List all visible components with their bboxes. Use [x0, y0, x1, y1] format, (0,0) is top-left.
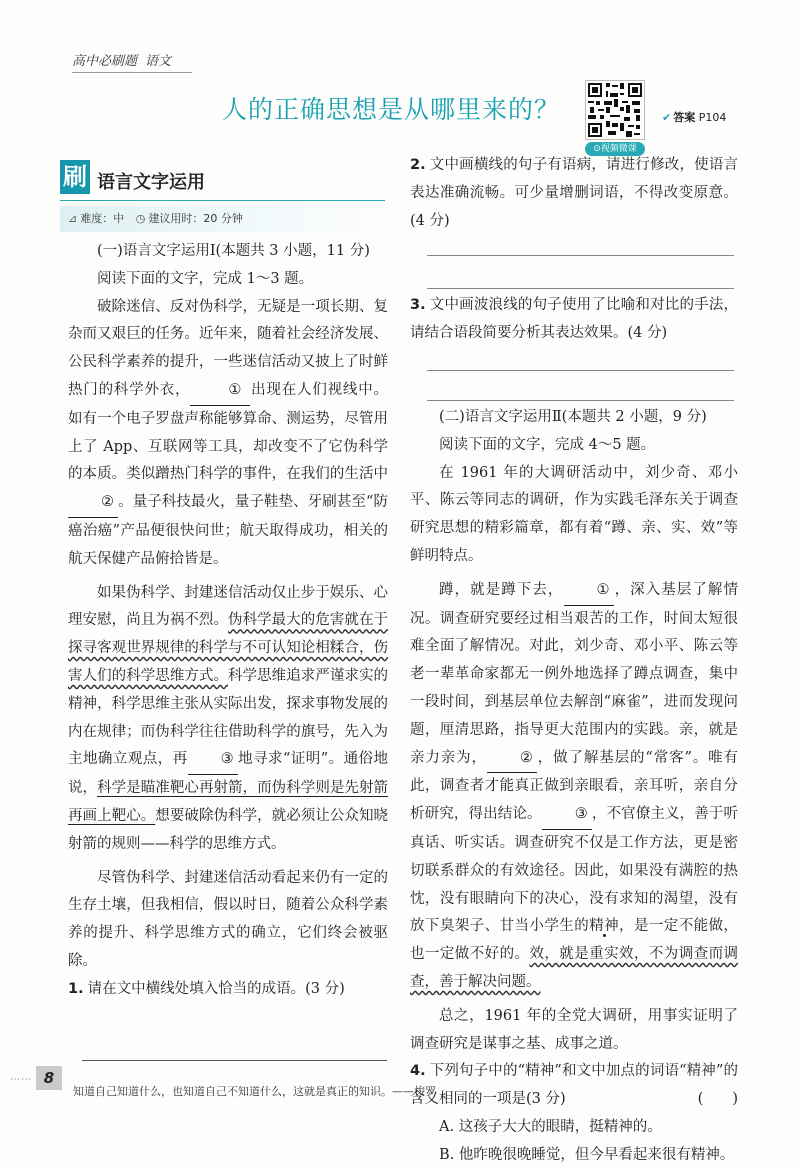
section-badge: 刷: [60, 160, 90, 194]
subject-name: 语文: [145, 54, 172, 69]
wavy-underlined-sentence: 伪科学最大的危害就在于探寻客观世界规律的科学与不可认知论相糅合，伤害人们的科学思维方式。: [68, 612, 389, 684]
chart-icon: ⊿: [68, 212, 78, 225]
dotted-word: 精神: [589, 918, 620, 935]
blank-1: ①: [190, 377, 250, 406]
part2-heading: (二)语言文字运用Ⅱ(本题共 2 小题，9 分): [439, 409, 707, 425]
question-3: 3. 文中画波浪线的句子使用了比喻和对比的手法，请结合语段简要分析其表达效果。(4 分): [410, 297, 738, 341]
q2-block: [410, 152, 738, 235]
lesson-title: 人的正确思想是从哪里来的？: [222, 95, 561, 124]
footer-quote: 知道自己知道什么，也知道自己不知道什么，这就是真正的知识。——梭罗: [73, 1085, 436, 1098]
section-title: 语言文字运用: [97, 172, 205, 193]
difficulty: 难度：中: [80, 212, 125, 225]
video-lesson-label: ⊙视频微课: [585, 142, 645, 156]
page-dots: ⋯⋯: [10, 1074, 32, 1085]
answer-paren[interactable]: ( ): [697, 1091, 738, 1108]
wavy-underlined-sentence: 效，就是重实效，不为调查而调查，善于解决问题。: [410, 946, 739, 990]
footer-divider: [82, 1060, 387, 1061]
q3-block: [410, 292, 738, 348]
answer-page: P104: [698, 111, 727, 124]
right-passage: [410, 404, 738, 1170]
meta-bar: [60, 206, 385, 232]
passage1-para1: 破除迷信、反对伪科学，无疑是一项长期、复杂而又艰巨的任务。近年来，随着社会经济发展、公民科学素养的提升，一些迷信活动又披上了时鲜热门的科学外衣， ① 出现在人们视线中。如有一个电子罗盘声称能够算命、测运势，尽管用上了 App、互联网等工具，却改变不了它伪科学的本质。类似蹭热门科学的事件，在我们的生活中② 。量子科技最火，量子鞋垫、牙刷甚至“防癌治癌”产品便很快问世；航天取得成功，相关的航天保健产品俯拾皆是。: [68, 298, 389, 567]
blank-3: ③: [188, 746, 238, 775]
question-1: 1. 请在文中横线处填入恰当的成语。(3 分): [68, 980, 345, 997]
book-name: 高中必刷题: [72, 54, 138, 69]
underlined-sentence: 科学是瞄准靶心再射箭，而伪科学则是先射箭再画上靶心。: [68, 780, 389, 824]
page-number: 8: [36, 1066, 62, 1090]
option-a[interactable]: A. 这孩子大大的眼睛，挺精神的。: [439, 1118, 662, 1135]
blank-2: ②: [487, 745, 537, 774]
part1-intro: 阅读下面的文字，完成 1～3 题。: [97, 270, 314, 287]
passage2-para3: 总之，1961 年的全党大调研，用事实证明了调查研究是谋事之基、成事之道。: [410, 1007, 738, 1052]
passage1-para3: 尽管伪科学、封建迷信活动看起来仍有一定的生存土壤，但我相信，假以时日，随着公众科学素养的提升、科学思维方式的确立，它们终会被驱除。: [68, 869, 388, 969]
blank-1: ①: [564, 577, 614, 606]
answer-line[interactable]: [427, 400, 734, 401]
passage1-para2: 如果伪科学、封建迷信活动仅止步于娱乐、心理安慰，尚且为祸不烈。伪科学最大的危害就在于探寻客观世界规律的科学与不可认知论相糅合，伤害人们的科学思维方式。科学思维追求严谨求实的精神，科学思维主张从实际出发，探求事物发展的内在规律；而伪科学往往借助科学的旗号，先入为主地确立观点，再 ③ 地寻求“证明”。通俗地说，科学是瞄准靶心再射箭，而伪科学则是先射箭再画上靶心。想要破除伪科学，就必须让公众知晓射箭的规则——科学的思维方式。: [68, 584, 389, 852]
section-divider: [60, 200, 385, 201]
part1-heading: (一)语言文字运用Ⅰ(本题共 3 小题，11 分): [97, 243, 370, 259]
answer-label: 答案: [673, 111, 696, 124]
suggested-time: 建议用时：20 分钟: [148, 212, 243, 225]
qr-code-icon[interactable]: [585, 80, 645, 140]
blank-2: ②: [68, 489, 118, 518]
option-b[interactable]: B. 他昨晚很晚睡觉，但今早看起来很有精神。: [439, 1146, 735, 1163]
part2-intro: 阅读下面的文字，完成 4～5 题。: [439, 436, 656, 453]
left-column: [68, 238, 388, 1004]
answer-line[interactable]: [427, 370, 734, 371]
running-header: [72, 50, 192, 73]
check-icon: ✔: [662, 111, 672, 124]
question-4: 4. 下列句子中的“精神”和文中加点的词语“精神”的含义相同的一项是(3 分) ( ): [410, 1058, 738, 1114]
answer-line[interactable]: [427, 288, 734, 289]
answer-ref: [662, 109, 726, 125]
passage2-para2: 蹲，就是蹲下去， ① ，深入基层了解情况。调查研究要经过相当艰苦的工作，时间太短很难全面了解情况。对此，刘少奇、邓小平、陈云等老一辈革命家都无一例外地选择了蹲点调查，集中一段时间，到基层单位去解剖“麻雀”，进而发现问题，厘清思路，指导更大范围内的实践。亲，就是亲力亲为， ② ，做了解基层的“常客”。唯有此，调查者才能真正做到亲眼看，亲耳听，亲自分析研究，得出结论。 ③ ，不官僚主义，善于听真话、听实话。调查研究不仅是工作方法，更是密切联系群众的有效途径。因此，如果没有满腔的热忱，没有眼睛向下的决心，没有求知的渴望，没有放下臭架子、甘当小学生的精神，是一定不能做，也一定做不好的。效，就是重实效，不为调查而调查，善于解决问题。: [410, 577, 738, 997]
question-2: 2. 文中画横线的句子有语病，请进行修改，使语言表达准确流畅。可少量增删词语，不得改变原意。(4 分): [410, 157, 738, 229]
passage2-para1: 在 1961 年的大调研活动中，刘少奇、邓小平、陈云等同志的调研，作为实践毛泽东关于调查研究思想的精彩篇章，都有着“蹲、亲、实、效”等鲜明特点。: [410, 464, 738, 564]
clock-icon: ◷: [135, 212, 146, 225]
answer-line[interactable]: [427, 255, 734, 256]
blank-3: ③: [542, 801, 592, 830]
